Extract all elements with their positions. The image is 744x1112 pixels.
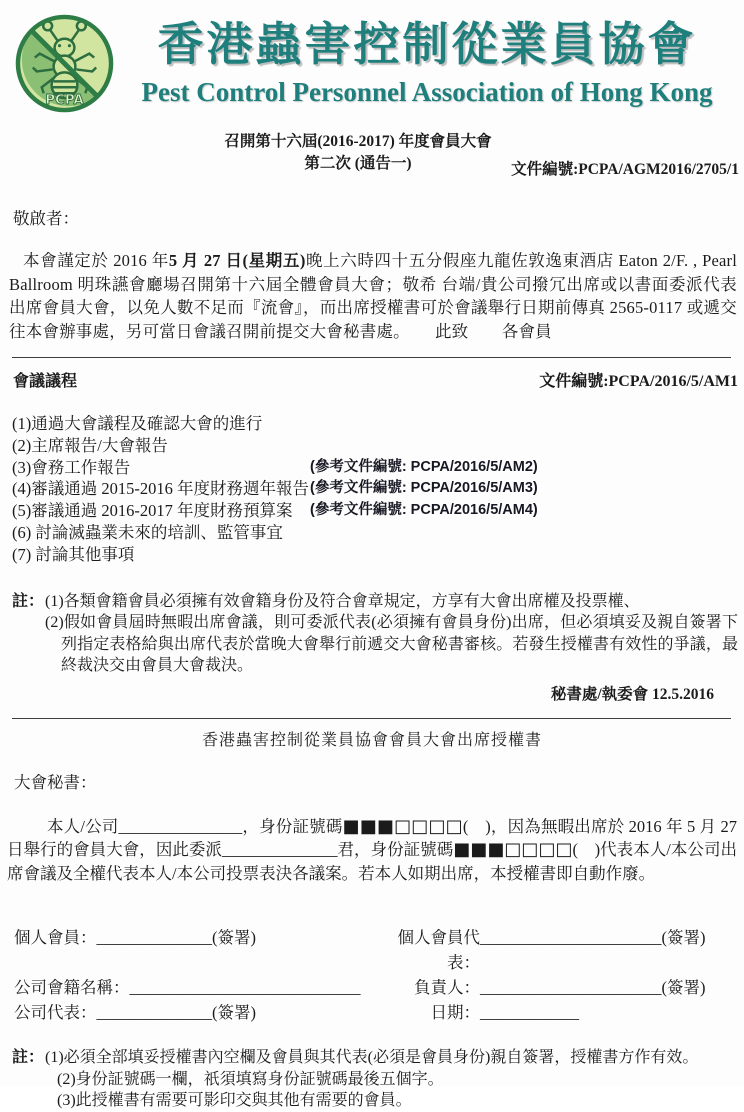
letter-body-date: 5 月 27 日(星期五) <box>168 251 306 270</box>
member-rep-sign-suffix: (簽署) <box>661 928 706 948</box>
proxy-seg-2: ，身份証號碼 <box>242 816 343 836</box>
company-name-blank: ____________________________ <box>129 978 361 998</box>
meeting-notice-heading <box>0 131 744 177</box>
agenda-list <box>12 413 738 566</box>
member-rep-field <box>366 925 739 975</box>
agenda-item-label: (1)通過大會議程及確認大會的進行 <box>12 414 263 433</box>
agenda-item-label: (2)主席報告/大會報告 <box>12 435 168 455</box>
agenda-item-ref: (參考文件編號: PCPA/2016/5/AM4) <box>310 502 538 519</box>
person-in-charge-label: 負責人： <box>414 978 480 998</box>
proxy-paragraph <box>7 815 737 886</box>
agenda-item-label: (5)審議通過 2016-2017 年度財務預算案 <box>12 501 293 521</box>
proxy-seg-4: 君，身份証號碼 <box>337 840 454 860</box>
proxy-member-name-blank: _______________ <box>118 816 243 836</box>
proxy-seg-3: ( )，因為無暇出席於 2016 年 5 月 27 日舉行的會員大會，因此委派 <box>7 816 737 860</box>
proxy-seg-5: ( )代表本人/本公司出席會議及全權代表本人/本公司投票表決各議案。若本人如期出席，本授權書即自動作廢。 <box>7 840 737 883</box>
agenda-item-label: (4)審議通過 2015-2016 年度財務週年報告 <box>12 479 309 499</box>
proxy-salutation: 大會秘書： <box>14 772 97 792</box>
agenda-item <box>12 478 738 500</box>
document-header <box>0 0 744 115</box>
signature-row <box>14 1000 739 1025</box>
agenda-item <box>12 544 738 566</box>
section-divider-2 <box>12 718 731 719</box>
proxy-note-3: (3)此授權書有需要可影印交與其他有需要的會員。 <box>57 1092 412 1110</box>
agenda-header <box>13 368 738 391</box>
individual-member-blank: ______________ <box>96 928 212 948</box>
agenda-item <box>12 413 738 435</box>
proxy-id-boxes-1: ■■■□□□□ <box>342 815 463 837</box>
logo-acronym: PCPA <box>45 93 84 109</box>
agenda-item <box>12 435 738 457</box>
association-title-en: Pest Control Personnel Association of Hong Kong <box>141 77 713 107</box>
member-rep-blank: ______________________ <box>480 928 662 948</box>
agenda-doc-number: 文件編號:PCPA/2016/5/AM1 <box>539 373 738 390</box>
member-rep-label: 個人會員代表： <box>397 928 480 973</box>
signature-row <box>14 925 739 975</box>
notes-prefix: 註： <box>12 592 45 610</box>
meeting-title-line2: 第二次 (通告一) <box>304 155 412 172</box>
company-rep-label: 公司代表： <box>14 1003 97 1023</box>
proxy-notes-prefix: 註： <box>12 1049 45 1067</box>
date-field <box>366 1000 739 1025</box>
agenda-item-ref: (參考文件編號: PCPA/2016/5/AM2) <box>310 458 538 475</box>
letter-body-pre: 本會謹定於 2016 年 <box>23 251 169 270</box>
agenda-item-label: (7) 討論其他事項 <box>12 544 135 564</box>
letter-body-post: 晚上六時四十五分假座九龍佐敦逸東酒店 Eaton 2/F. , Pearl Ballroom 明珠讌會廳場召開第十六屆全體會員大會；敬希 台端/貴公司撥冗出席或以書面委派代表出席會員大會，以免人數不足而『流會』，而出席授權書可於會議舉行日期前傳真 2565-0117 或遞交往本會辦事處，另可當日會議召開前提交大會秘書處。 此致 各會員 <box>9 251 737 341</box>
agenda-item-label: (3)會務工作報告 <box>12 457 131 477</box>
date-label: 日期： <box>430 1003 480 1023</box>
person-in-charge-sign-suffix: (簽署) <box>661 978 706 998</box>
proxy-form-title: 香港蟲害控制從業員協會會員大會出席授權書 <box>201 731 542 749</box>
individual-member-label: 個人會員： <box>14 928 97 948</box>
document-number-top: 文件編號:PCPA/AGM2016/2705/1 <box>511 161 739 178</box>
proxy-note-1: (1)必須全部填妥授權書內空欄及會員與其代表(必須是會員身份)親自簽署，授權書方作有效。 <box>45 1049 699 1067</box>
individual-member-field <box>14 925 366 975</box>
proxy-id-boxes-2: ■■■□□□□ <box>453 839 573 861</box>
section-divider-1 <box>12 357 731 358</box>
agenda-heading: 會議議程 <box>13 373 78 390</box>
proxy-rep-name-blank: ______________ <box>221 840 338 860</box>
association-title-zh: 香港蟲害控制從業員協會 <box>157 19 697 70</box>
person-in-charge-blank: ______________________ <box>480 978 662 998</box>
agenda-item <box>12 500 738 522</box>
company-rep-sign-suffix: (簽署) <box>212 1003 256 1023</box>
individual-member-sign-suffix: (簽署) <box>212 928 256 948</box>
proxy-note-2: (2)身份証號碼一欄，祇須填寫身份証號碼最後五個字。 <box>57 1070 444 1088</box>
letter-body <box>9 249 737 343</box>
company-name-label: 公司會籍名稱： <box>14 978 130 998</box>
agenda-item-label: (6) 討論滅蟲業未來的培訓、監管事宜 <box>12 522 283 542</box>
agenda-item <box>12 457 738 479</box>
note-item-1: (1)各類會籍會員必須擁有效會籍身份及符合會章規定，方享有大會出席權及投票權、 <box>45 592 640 610</box>
company-rep-field <box>14 1000 366 1025</box>
meeting-title-line1: 召開第十六屆(2016-2017) 年度會員大會 <box>224 133 492 150</box>
signature-row <box>14 975 739 1000</box>
person-in-charge-field <box>366 975 739 1000</box>
proxy-seg-1: 本人/公司 <box>47 816 119 836</box>
secretariat-signoff: 秘書處/執委會 12.5.2016 <box>550 685 714 703</box>
company-name-field <box>14 975 366 1000</box>
letter-salutation: 敬啟者： <box>13 209 79 228</box>
signature-section <box>14 925 739 1025</box>
association-titles <box>116 12 738 108</box>
date-blank: ____________ <box>480 1003 579 1023</box>
agenda-item-ref: (參考文件編號: PCPA/2016/5/AM3) <box>310 480 538 497</box>
proxy-notes <box>12 1047 738 1112</box>
pcpa-logo <box>13 12 116 115</box>
meeting-notes <box>12 591 738 677</box>
no-pest-logo-icon <box>13 12 116 115</box>
agenda-item <box>12 522 738 544</box>
note-item-2: (2)假如會員屆時無暇出席會議，則可委派代表(必須擁有會員身份)出席，但必須填妥及親自簽署下列指定表格給與出席代表於當晚大會舉行前遞交大會秘書審核。若發生授權書有效性的爭議，最終裁決交由會員大會裁決。 <box>45 614 738 675</box>
company-rep-blank: ______________ <box>96 1003 212 1023</box>
